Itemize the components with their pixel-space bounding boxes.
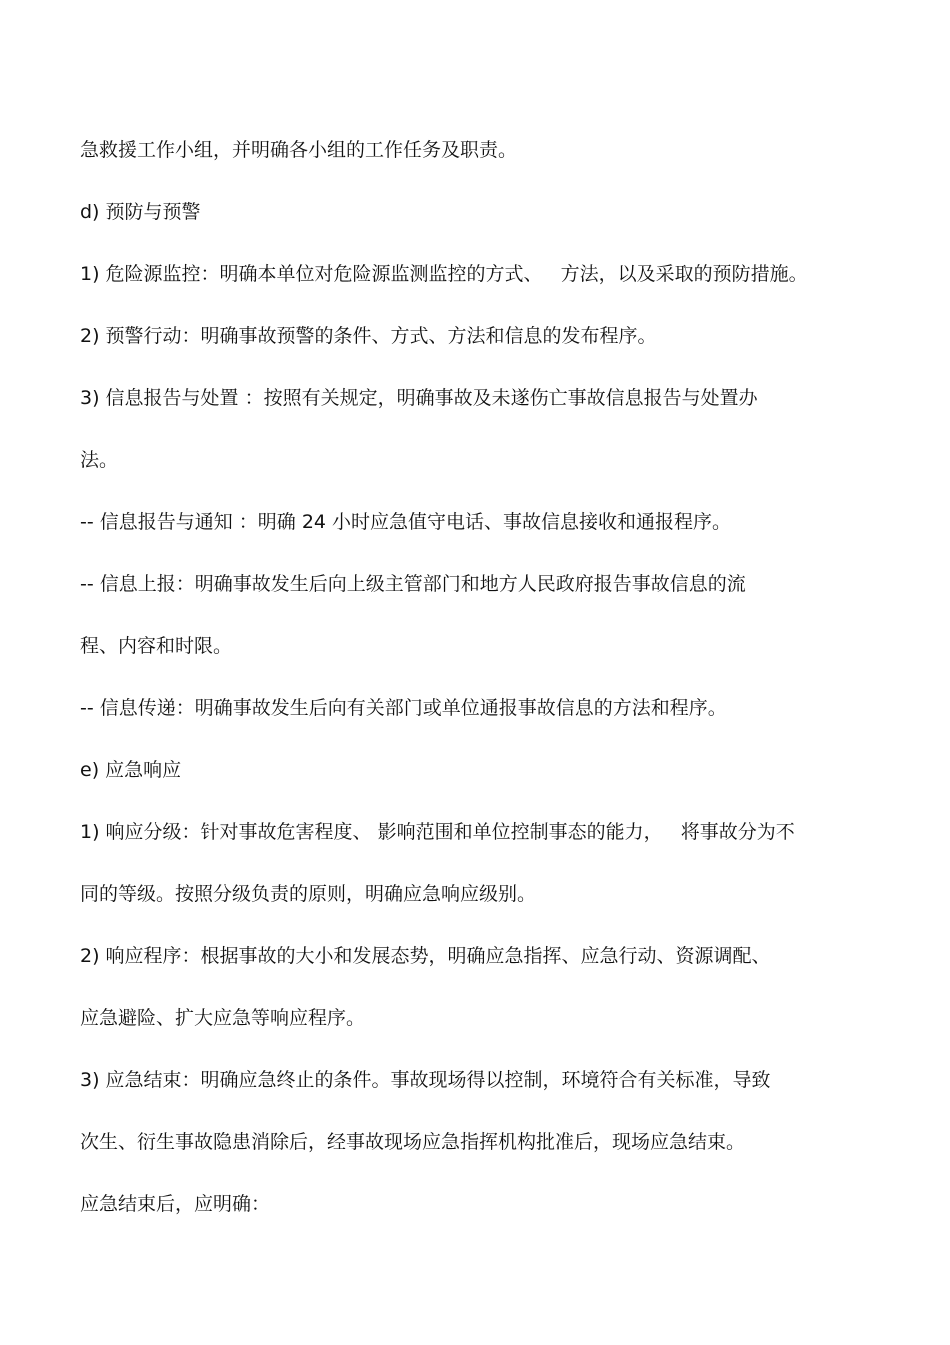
text-line-17: 次生、衍生事故隐患消除后，经事故现场应急指挥机构批准后，现场应急结束。 [80, 1131, 746, 1153]
text-line-7: -- 信息报告与通知 ：明确 24 小时应急值守电话、事故信息接收和通报程序。 [80, 511, 732, 533]
text-line-6: 法。 [80, 449, 119, 471]
text-line-13: 同的等级。按照分级负责的原则，明确应急响应级别。 [80, 883, 537, 905]
text-line-9: 程、内容和时限。 [80, 635, 233, 657]
heading-prevention-warning: d) 预防与预警 [80, 201, 201, 223]
text-line-12: 1) 响应分级：针对事故危害程度、 影响范围和单位控制事态的能力， 将事故分为不 [80, 821, 795, 843]
text-line-5: 3) 信息报告与处置 ：按照有关规定，明确事故及未遂伤亡事故信息报告与处置办 [80, 387, 758, 409]
text-line-4: 2) 预警行动：明确事故预警的条件、方式、方法和信息的发布程序。 [80, 325, 657, 347]
text-line-10: -- 信息传递：明确事故发生后向有关部门或单位通报事故信息的方法和程序。 [80, 697, 727, 719]
text-line-14: 2) 响应程序：根据事故的大小和发展态势，明确应急指挥、应急行动、资源调配、 [80, 945, 771, 967]
text-line-16: 3) 应急结束：明确应急终止的条件。事故现场得以控制，环境符合有关标准，导致 [80, 1069, 771, 1091]
text-line-1: 急救援工作小组，并明确各小组的工作任务及职责。 [80, 139, 518, 161]
text-line-3: 1) 危险源监控：明确本单位对危险源监测监控的方式、 方法，以及采取的预防措施。 [80, 263, 808, 285]
text-line-8: -- 信息上报：明确事故发生后向上级主管部门和地方人民政府报告事故信息的流 [80, 573, 746, 595]
text-line-15: 应急避险、扩大应急等响应程序。 [80, 1007, 366, 1029]
heading-emergency-response: e) 应急响应 [80, 759, 182, 781]
text-line-18: 应急结束后，应明确： [80, 1193, 271, 1215]
